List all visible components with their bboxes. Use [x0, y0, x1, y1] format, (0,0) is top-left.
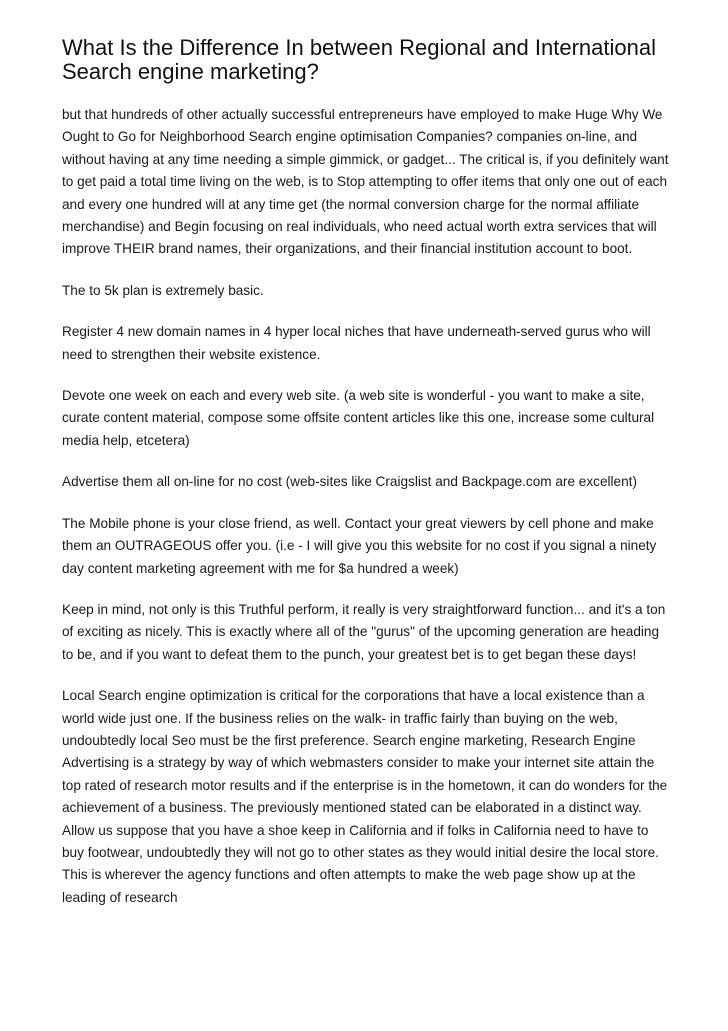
paragraph-keep-in-mind: Keep in mind, not only is this Truthful perform, it really is very straightforward function... and it's a ton of exciting as nicely. This is exactly where all of the "gurus" of the upcoming generation are heading to be, and if you want to defeat them to the punch, your greatest bet is to get began these days! [62, 601, 666, 662]
paragraph-local-seo: Local Search engine optimization is critical for the corporations that have a local existence than a world wide just one. If the business relies on the walk- in traffic fairly than buying on the web, undoubtedly local Seo must be the first preference. Search engine marketing, Research Engine Advertising is a strategy by way of which webmasters consider to make your internet site attain the top rated of research motor results and if the enterprise is in the hometown, it can do wonders for the achievement of a business. The previously mentioned stated can be elaborated in a distinct way. Allow us suppose that you have a shoe keep in California and if folks in California need to have to buy footwear, undoubtedly they will not go to other states as they would initial desire the local store. This is wherever the agency functions and often attempts to make the web page show up at the leading of research [62, 688, 668, 905]
paragraph-plan: The to 5k plan is extremely basic. [62, 282, 264, 298]
paragraph-devote: Devote one week on each and every web site. (a web site is wonderful - you want to make a site, curate content material, compose some offsite content articles like this one, increase some cultural media help, etcetera) [62, 388, 655, 448]
document-title: What Is the Difference In between Regional and International Search engine marketing? [62, 35, 656, 84]
paragraph-register: Register 4 new domain names in 4 hyper local niches that have underneath-served gurus who will need to strengthen their website existence. [62, 324, 651, 362]
paragraph-mobile: The Mobile phone is your close friend, as well. Contact your great viewers by cell phone and make them an OUTRAGEOUS offer you. (i.e - I will give you this website for no cost if you signal a ninety day content marketing agreement with me for $a hundred a week) [62, 515, 657, 576]
document-page [62, 36, 674, 928]
paragraph-advertise: Advertise them all on-line for no cost (web-sites like Craigslist and Backpage.com are excellent) [62, 474, 637, 490]
paragraph-intro: but that hundreds of other actually successful entrepreneurs have employed to make Huge Why We Ought to Go for Neighborhood Search engine optimisation Companies? companies on-line, and without having at any time needing a simple gimmick, or gadget... The critical is, if you definitely want to get paid a total time living on the web, is to Stop attempting to offer items that only one out of each and every one hundred will at any time get (the normal conversion charge for the normal affiliate merchandise) and Begin focusing on real individuals, who need actual worth extra services that will improve THEIR brand names, their organizations, and their financial institution account to boot. [62, 107, 669, 257]
